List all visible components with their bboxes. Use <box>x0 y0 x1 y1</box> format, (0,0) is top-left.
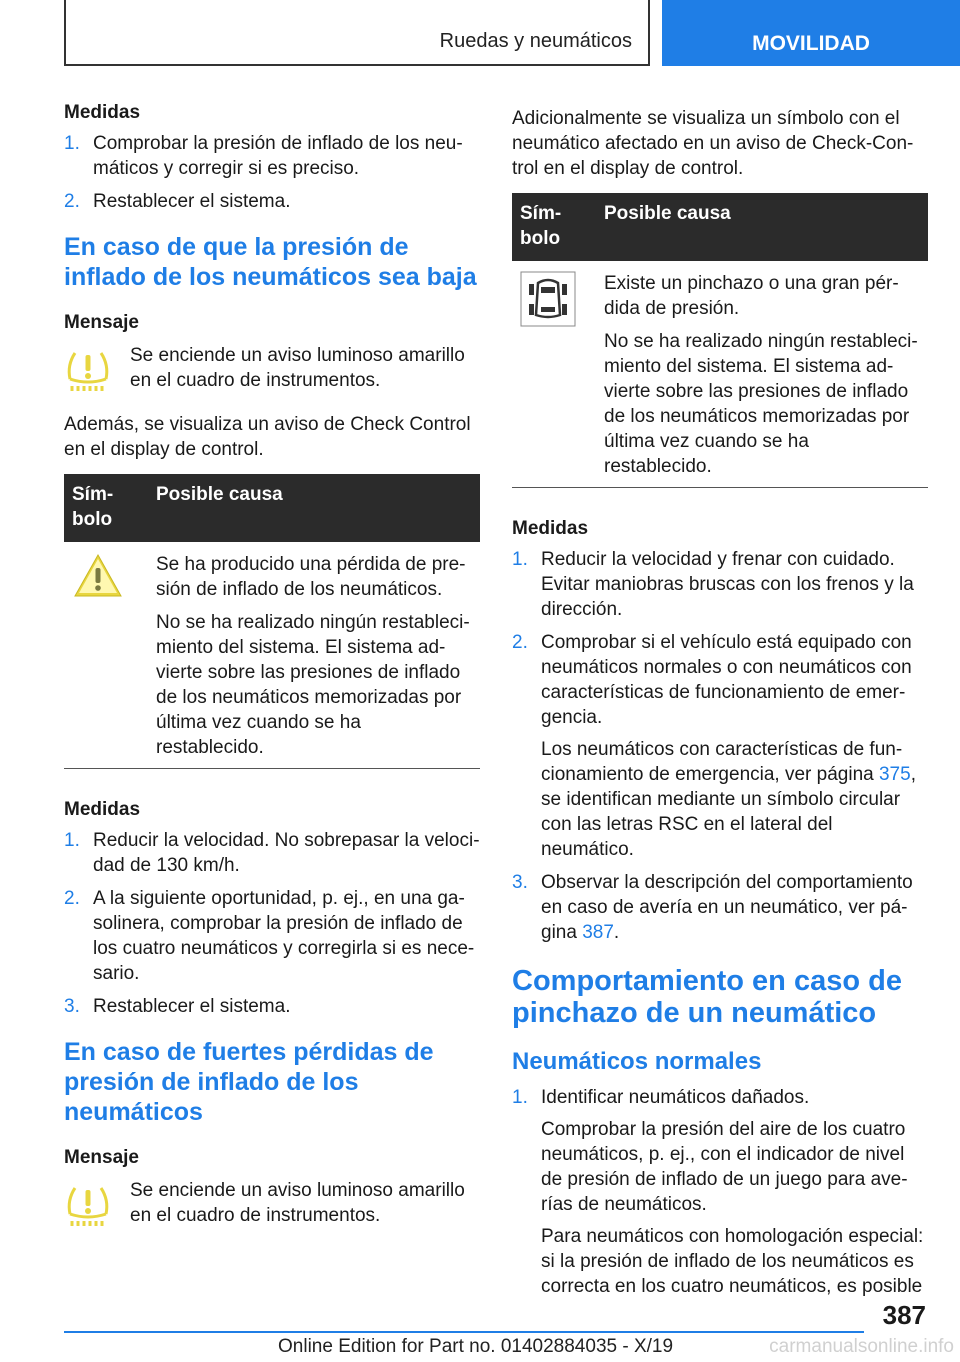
paragraph: Además, se visualiza un aviso de Check Control en el display de control. <box>64 414 471 460</box>
symbol-table <box>64 474 480 769</box>
tire-pressure-warning-icon <box>64 1178 130 1235</box>
sub-section-heading: Neumáticos normales <box>512 1048 762 1075</box>
table-header-cause: Posible causa <box>148 474 480 542</box>
medidas-heading: Medidas <box>64 799 141 820</box>
footer-divider <box>64 1331 864 1333</box>
medidas-heading: Medidas <box>512 518 589 539</box>
tire-pressure-warning-icon <box>64 343 130 400</box>
symbol-table <box>512 193 928 488</box>
warning-triangle-icon <box>72 584 124 605</box>
car-tire-icon <box>520 311 576 332</box>
page-link[interactable]: 387 <box>582 922 614 943</box>
table-row: Se ha producido una pérdida de pre‐sión de inflado de los neumáticos. No se ha realizado ningún restableci‐miento del sistema. El sistema ad‐vierte sobre las presiones de inflado de los neumáticos memorizadas por última vez cuando se ha restablecido. <box>64 542 480 769</box>
table-header-symbol: Sím‐ bolo <box>64 474 148 542</box>
list-item: 3. Observar la descripción del comportamiento en caso de avería en un neumático, ver pá‐gina 387. <box>512 872 913 943</box>
mensaje-heading: Mensaje <box>64 1147 139 1168</box>
chapter-tab[interactable]: MOVILIDAD <box>662 0 960 66</box>
list-item: 1. Identificar neumáticos dañados. Comprobar la presión del aire de los cuatro neumáticos, p. ej., con el indicador de nivel de presión de inflado de un juego para ave‐rías de neumáticos. Para neumáticos con homologación especial: si la presión de inflado de los neumáticos es correcta en los cuatro neumáticos, es posible <box>512 1087 924 1297</box>
page-number: 387 <box>882 1300 926 1330</box>
list-item: 1. Reducir la velocidad. No sobrepasar la veloci‐dad de 130 km/h. <box>64 830 480 876</box>
message-text: Se enciende un aviso luminoso amarillo en el cuadro de instrumentos. <box>130 1180 465 1226</box>
footer-edition: Online Edition for Part no. 01402884035 - X/19 <box>278 1336 674 1357</box>
mensaje-heading: Mensaje <box>64 312 139 333</box>
message-text: Se enciende un aviso luminoso amarillo en el cuadro de instrumentos. <box>130 345 465 391</box>
list-item: 2. A la siguiente oportunidad, p. ej., en una ga‐solinera, comprobar la presión de inflado de los cuatro neumáticos y corregirla si es nece‐sario. <box>64 888 475 984</box>
section-heading: En caso de que la presión de inflado de los neumáticos sea baja <box>64 233 477 291</box>
watermark: carmanualsonline.info <box>769 1336 954 1357</box>
section-heading: En caso de fuertes pérdidas de presión de inflado de los neumáticos <box>64 1038 434 1126</box>
page-link[interactable]: 375 <box>878 764 911 785</box>
table-header-symbol: Sím‐ bolo <box>512 193 596 261</box>
section-heading: Comportamiento en caso de pinchazo de un neumático <box>512 965 902 1029</box>
left-column <box>64 100 480 1247</box>
paragraph: Adicionalmente se visualiza un símbolo con el neumático afectado en un aviso de Check-Con‐trol en el display de control. <box>512 108 914 179</box>
section-title: Ruedas y neumáticos <box>439 30 632 52</box>
message-row <box>64 343 480 400</box>
list-item: 3. Restablecer el sistema. <box>64 996 291 1017</box>
list-item: 2. Comprobar si el vehículo está equipado con neumáticos normales o con neumáticos con características de funcionamiento de emer‐gencia. Los neumáticos con características de fun‐cionamiento de emergencia, ver página 375, se identifican mediante un símbolo circular con las letras RSC en el lateral del neumático. <box>512 632 916 860</box>
right-column <box>512 106 928 1307</box>
header-bar <box>64 0 650 66</box>
table-row: Existe un pinchazo o una gran pér‐dida de presión. No se ha realizado ningún restableci‐miento del sistema. El sistema ad‐vierte sobre las presiones de inflado de los neumáticos memorizadas por última vez cuando se ha restablecido. <box>512 261 928 488</box>
list-item: 1. Comprobar la presión de inflado de los neu‐máticos y corregir si es preciso. <box>64 133 463 179</box>
message-row <box>64 1178 480 1235</box>
list-item: 2. Restablecer el sistema. <box>64 191 291 212</box>
table-header-cause: Posible causa <box>596 193 928 261</box>
list-item: 1. Reducir la velocidad y frenar con cuidado. Evitar maniobras bruscas con los frenos y la dirección. <box>512 549 914 620</box>
medidas-heading: Medidas <box>64 102 141 123</box>
